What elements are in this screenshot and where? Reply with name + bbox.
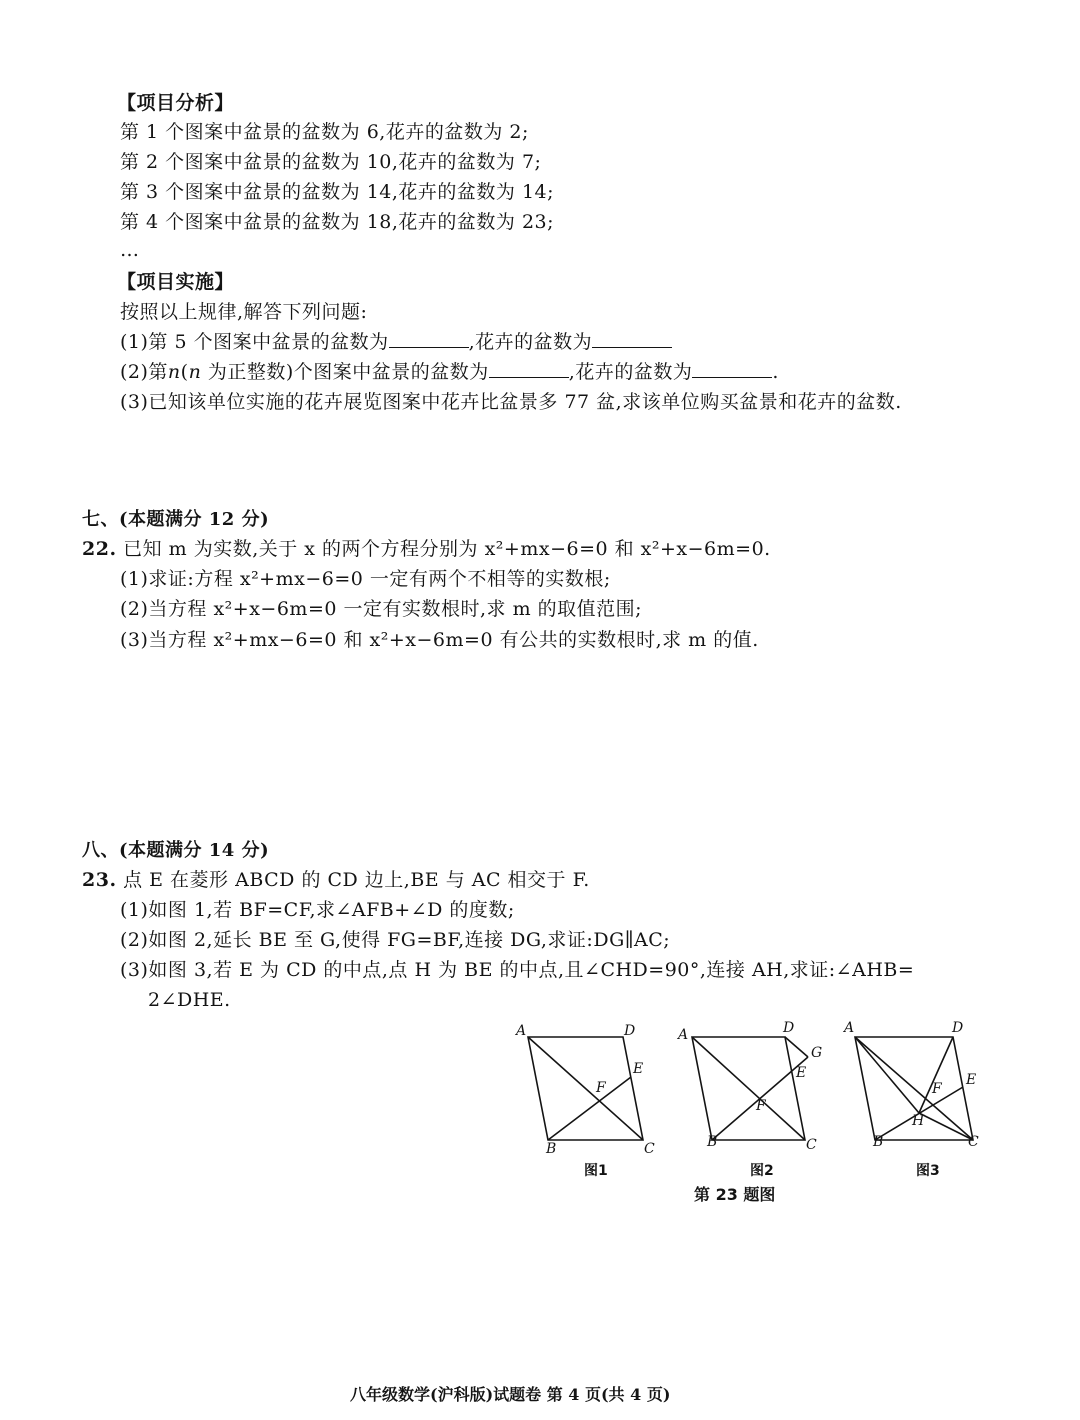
impl-q2-text-b: ( (180, 361, 189, 383)
section8-header: 八、(本题满分 14 分) (82, 840, 270, 861)
impl-q1-text-b: ,花卉的盆数为 (468, 331, 593, 353)
fig2-label-c: C (806, 1137, 817, 1153)
fig1-label-e: E (633, 1061, 644, 1077)
page-footer: 八年级数学(沪科版)试题卷 第 4 页(共 4 页) (350, 1385, 671, 1404)
impl-q3: (3)已知该单位实施的花卉展览图案中花卉比盆景多 77 盆,求该单位购买盆景和花卉的盆数. (120, 391, 902, 413)
fig2-label-f: F (756, 1098, 766, 1114)
fig1-label-f: F (596, 1080, 606, 1096)
figures-group-caption: 第 23 题图 (694, 1185, 776, 1204)
analysis-title: 【项目分析】 (117, 92, 235, 114)
impl-q1-text-a: (1)第 5 个图案中盆景的盆数为 (120, 331, 389, 353)
fig3-label-d: D (952, 1020, 964, 1036)
analysis-line-4: 第 4 个图案中盆景的盆数为 18,花卉的盆数为 23; (120, 211, 555, 233)
analysis-line-1: 第 1 个图案中盆景的盆数为 6,花卉的盆数为 2; (120, 121, 529, 143)
question-22-part-3: (3)当方程 x²+mx−6=0 和 x²+x−6m=0 有公共的实数根时,求 m 的值. (120, 629, 759, 651)
fig3-label-f: F (932, 1081, 942, 1097)
section7-header: 七、(本题满分 12 分) (82, 509, 270, 530)
impl-q2-blank-2 (692, 359, 772, 378)
analysis-line-2: 第 2 个图案中盆景的盆数为 10,花卉的盆数为 7; (120, 151, 542, 173)
question-23-part-3b: 2∠DHE. (148, 989, 231, 1011)
fig3-label-c: C (968, 1134, 979, 1150)
question-23-text: 点 E 在菱形 ABCD 的 CD 边上,BE 与 AC 相交于 F. (123, 869, 590, 891)
fig3-label-e: E (966, 1072, 977, 1088)
question-22-text: 已知 m 为实数,关于 x 的两个方程分别为 x²+mx−6=0 和 x²+x−6m=0. (123, 538, 771, 560)
question-22-number: 22. (82, 538, 117, 560)
analysis-ellipsis: … (120, 239, 140, 261)
impl-q2-end: . (772, 361, 779, 383)
fig2-label-d: D (783, 1020, 795, 1036)
question-23 (82, 867, 590, 893)
fig3-label-h: H (912, 1113, 925, 1129)
impl-q1-blank-2 (592, 329, 672, 348)
fig1-label-d: D (624, 1023, 636, 1039)
impl-q2-text-a: (2)第 (120, 361, 168, 383)
impl-q1 (120, 329, 672, 355)
analysis-line-3: 第 3 个图案中盆景的盆数为 14,花卉的盆数为 14; (120, 181, 555, 203)
impl-q2-text-d: ,花卉的盆数为 (568, 361, 693, 383)
question-22 (82, 536, 771, 562)
figure-1-drawing (528, 1037, 643, 1140)
figures-23 (510, 1015, 1010, 1215)
impl-q2-var-n2: n (188, 361, 202, 383)
fig1-label-b: B (546, 1141, 557, 1157)
question-23-part-2: (2)如图 2,延长 BE 至 G,使得 FG=BF,连接 DG,求证:DG∥AC; (120, 929, 671, 951)
question-23-part-3a: (3)如图 3,若 E 为 CD 的中点,点 H 为 BE 的中点,且∠CHD=90°,连接 AH,求证:∠AHB= (120, 959, 915, 981)
fig1-label-c: C (644, 1141, 655, 1157)
fig2-caption: 图2 (750, 1163, 774, 1179)
fig1-label-a: A (516, 1023, 527, 1039)
fig2-label-e: E (796, 1065, 807, 1081)
impl-q2-text-c: 为正整数)个图案中盆景的盆数为 (201, 361, 489, 383)
question-22-part-2: (2)当方程 x²+x−6m=0 一定有实数根时,求 m 的取值范围; (120, 598, 643, 620)
figure-2-drawing (692, 1037, 808, 1140)
fig3-label-b: B (873, 1134, 884, 1150)
fig2-label-a: A (678, 1027, 689, 1043)
impl-q2-blank-1 (489, 359, 569, 378)
question-23-part-1: (1)如图 1,若 BF=CF,求∠AFB+∠D 的度数; (120, 899, 515, 921)
impl-q2-var-n: n (167, 361, 181, 383)
impl-intro: 按照以上规律,解答下列问题: (120, 301, 368, 323)
fig2-label-g: G (811, 1045, 823, 1061)
fig3-caption: 图3 (916, 1163, 940, 1179)
question-22-part-1: (1)求证:方程 x²+mx−6=0 一定有两个不相等的实数根; (120, 568, 611, 590)
fig1-caption: 图1 (584, 1163, 608, 1179)
fig3-label-a: A (844, 1020, 855, 1036)
impl-title: 【项目实施】 (117, 271, 235, 293)
question-23-number: 23. (82, 869, 117, 891)
impl-q1-blank-1 (389, 329, 469, 348)
fig2-label-b: B (707, 1134, 718, 1150)
impl-q2 (120, 359, 779, 385)
